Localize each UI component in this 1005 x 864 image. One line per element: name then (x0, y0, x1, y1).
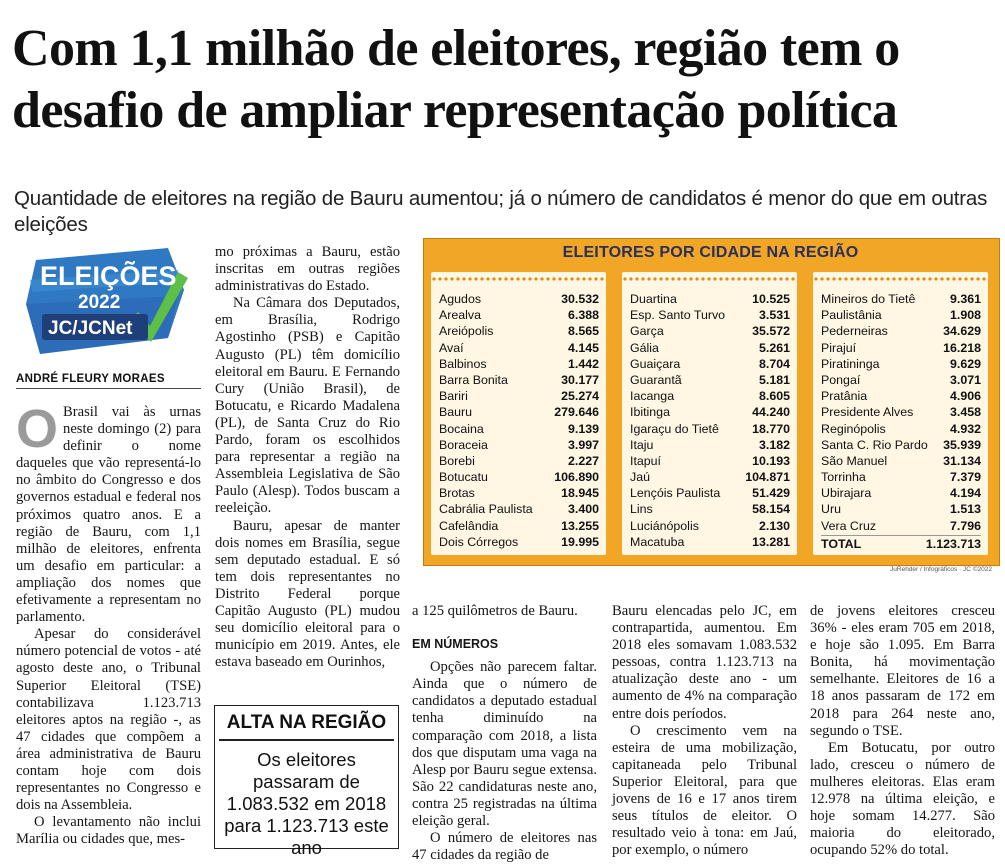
city-name: Guarantã (630, 372, 682, 387)
city-name: Macatuba (630, 534, 685, 549)
city-name: Lins (630, 502, 653, 517)
city-name: Balbinos (439, 356, 487, 371)
voter-count: 3.531 (758, 308, 790, 323)
voter-count: 13.281 (752, 534, 790, 549)
city-name: Cabrália Paulista (439, 502, 533, 517)
table-row (439, 323, 599, 339)
city-name: Pirajuí (821, 340, 857, 355)
article-column-4 (612, 603, 797, 859)
city-name: Gália (630, 340, 659, 355)
table-row (439, 453, 599, 469)
section-title: EM NÚMEROS (412, 637, 499, 652)
article-column-2 (215, 244, 400, 671)
voter-count: 2.227 (567, 453, 599, 468)
city-name: Iacanga (630, 389, 675, 404)
city-name: Pongaí (821, 372, 861, 387)
voter-count: 279.646 (554, 405, 599, 420)
table-row (630, 307, 790, 323)
table-row (821, 501, 981, 517)
table-row (821, 453, 981, 469)
city-name: Igaraçu do Tietê (630, 421, 719, 436)
voter-count: 3.400 (567, 502, 599, 517)
voter-count: 6.388 (567, 308, 599, 323)
callout-box (214, 705, 399, 858)
table-row (630, 469, 790, 485)
paragraph: O levantamento não inclui Marília ou cidades que, mes- (16, 814, 201, 848)
voter-count: 35.939 (943, 437, 981, 452)
voter-count: 35.572 (752, 324, 790, 339)
table-row (821, 340, 981, 356)
voter-count: 51.429 (752, 486, 790, 501)
table-row (821, 372, 981, 388)
drop-cap: O (16, 399, 59, 459)
paragraph: O Brasil vai às urnas neste domingo (2) para definir o nome daqueles que vão representá-lo no âmbito do Congresso e dos governos estadual e federal nos próximos quatro anos. E a região de Bauru, com 1,1 milhão de eleitores, enfrenta um desafio em particular: a ampliação dos nomes que efetivamente a representam no parlamento. (16, 399, 201, 626)
voter-count: 31.134 (943, 453, 981, 468)
table-row (630, 388, 790, 404)
table-row (630, 534, 790, 550)
table-row (439, 356, 599, 372)
table-row (630, 340, 790, 356)
logo-graphic (18, 242, 196, 360)
table-row (821, 291, 981, 307)
table-row (821, 307, 981, 323)
voter-count: 34.629 (943, 324, 981, 339)
voter-count: 30.177 (561, 372, 599, 387)
table-row (821, 356, 981, 372)
paragraph: Opções não parecem faltar. Ainda que o número de candidatos a deputado estadual tenha diminuído na comparação com 2018, a lista dos que disputam uma vaga na Alesp por Bauru segue extensa. São 22 candidaturas neste ano, contra 25 registradas na última eleição geral. (412, 659, 597, 830)
city-name: Uru (821, 502, 841, 517)
city-name: Duartina (630, 292, 677, 306)
city-name: Bauru (439, 405, 473, 420)
callout-title: ALTA NA REGIÃO (219, 706, 394, 741)
voter-count: 8.605 (758, 389, 790, 404)
voter-count: 10.193 (752, 453, 790, 468)
paragraph: O crescimento vem na esteira de uma mobilização, capitaneada pelo Tribunal Superior Eleitoral, para que jovens de 16 e 17 anos tirem seus títulos de eleitor. O resultado veio à tona: em Jaú, por exemplo, o número (612, 722, 797, 859)
voter-count: 1.442 (567, 356, 599, 371)
voter-count: 18.945 (561, 486, 599, 501)
table-row (630, 323, 790, 339)
table-row (821, 485, 981, 501)
paragraph: de jovens eleitores cresceu 36% - eles eram 705 em 2018, e hoje são 1.095. Em Barra Bonita, há movimentação semelhante. Eleitores de 16 a 18 anos passaram de 172 em 2018 para 264 neste ano, segundo o TSE. (810, 603, 995, 739)
city-name: Botucatu (439, 470, 488, 485)
voter-count: 106.890 (554, 470, 599, 485)
paragraph: Na Câmara dos Deputados, em Brasília, Rodrigo Agostinho (PSB) e Capitão Augusto (PL) têm domicílio eleitoral em Bauru. E Fernando Cury (União Brasil), de Botucatu, e Ricardo Madalena (PL), de Santa Cruz do Rio Pardo, foram os escolhidos para representar a região na Assembleia Legislativa de São Paulo (Alesp). Todos buscam a reeleição. (215, 295, 400, 517)
city-name: Itapuí (630, 453, 662, 468)
table-credit: JuRehder / Infográficos · JC ©2022 (890, 566, 992, 573)
table-column-3 (813, 272, 988, 555)
city-name: Reginópolis (821, 421, 886, 436)
logo-line1: ELEIÇÕES (40, 261, 177, 291)
city-name: Mineiros do Tietê (821, 292, 916, 306)
city-name: Torrinha (821, 470, 866, 485)
city-name: Paulistânia (821, 308, 882, 323)
voter-count: 30.532 (561, 292, 599, 306)
logo-line3: JC/JCNet (48, 318, 133, 339)
voter-count: 4.145 (567, 340, 599, 355)
table-row (821, 421, 981, 437)
table-row (439, 372, 599, 388)
voter-count: 4.906 (949, 389, 981, 404)
city-name: Brotas (439, 486, 475, 501)
paragraph: a 125 quilômetros de Bauru. (412, 603, 578, 619)
table-row (439, 534, 599, 550)
table-row (439, 469, 599, 485)
table-row (630, 501, 790, 517)
voter-count: 5.181 (758, 372, 790, 387)
city-name: São Manuel (821, 453, 888, 468)
city-name: TOTAL (821, 536, 862, 551)
city-name: Arealva (439, 308, 482, 323)
paragraph: Apesar do considerável número potencial de votos - até agosto deste ano, o Tribunal Superior Eleitoral (TSE) contabilizava 1.123.713 eleitores aptos na região -, as 47 cidades que compõem a área administrativa de Bauru contam hoje com dois representantes no Congresso e dois na Assembleia. (16, 626, 201, 814)
table-row (439, 291, 599, 307)
city-name: Pratânia (821, 389, 868, 404)
voter-count: 9.361 (949, 292, 981, 306)
table-row (630, 518, 790, 534)
headline: Com 1,1 milhão de eleitores, região tem o desafio de ampliar representação política (12, 20, 900, 139)
table-row (821, 437, 981, 453)
voter-count: 2.130 (758, 518, 790, 533)
table-row (630, 356, 790, 372)
voter-count: 25.274 (561, 389, 599, 404)
table-row (821, 388, 981, 404)
article-column-1 (16, 399, 201, 848)
eleicoes-2022-logo (18, 242, 196, 360)
city-name: Bocaina (439, 421, 484, 436)
city-name: Luciánópolis (630, 518, 699, 533)
city-name: Barra Bonita (439, 372, 508, 387)
city-name: Dois Córregos (439, 534, 519, 549)
voter-count: 1.908 (949, 308, 981, 323)
voter-count: 3.997 (567, 437, 599, 452)
city-name: Cafelândia (439, 518, 499, 533)
article-column-5 (810, 603, 995, 859)
voter-count: 18.770 (752, 421, 790, 436)
table-row (439, 421, 599, 437)
table-row (821, 404, 981, 420)
paragraph: Em Botucatu, por outro lado, cresceu o número de mulheres eleitoras. Elas eram 12.978 na última eleição, e hoje somam 14.277. São maioria do eleitorado, ocupando 52% do total. (810, 739, 995, 859)
voter-count: 19.995 (561, 534, 599, 549)
city-name: Jaú (630, 470, 650, 485)
paragraph: O número de eleitores nas 47 cidades da região de (412, 830, 597, 864)
table-row (821, 469, 981, 485)
table-row (821, 323, 981, 339)
city-name: Boraceia (439, 437, 488, 452)
table-row (439, 307, 599, 323)
table-row (630, 372, 790, 388)
city-name: Vera Cruz (821, 518, 877, 533)
voter-count: 1.123.713 (925, 536, 981, 551)
voter-count: 104.871 (745, 470, 790, 485)
city-name: Itaju (630, 437, 654, 452)
subhead: Quantidade de eleitores na região de Bauru aumentou; já o número de candidatos é menor do que em outras eleições (14, 187, 988, 236)
table-row (630, 485, 790, 501)
city-name: Borebi (439, 453, 475, 468)
voter-count: 3.071 (949, 372, 981, 387)
voter-count: 8.704 (758, 356, 790, 371)
city-name: Garça (630, 324, 664, 339)
table-row (439, 485, 599, 501)
callout-body: Os eleitores passaram de 1.083.532 em 2018 para 1.123.713 este ano (224, 749, 389, 858)
city-name: Areiópolis (439, 324, 494, 339)
voter-count: 9.139 (567, 421, 599, 436)
city-name: Lençóis Paulista (630, 486, 721, 501)
paragraph: Bauru, apesar de manter dois nomes em Brasília, segue sem deputado estadual. E só tem dois representantes no Distrito Federal porque Capitão Augusto (PL) mudou seu domicílio eleitoral para o município em 2019. Antes, ele estava baseado em Ourinhos, (215, 517, 400, 671)
voters-by-city-table (423, 238, 998, 573)
table-row (439, 518, 599, 534)
table-row (439, 340, 599, 356)
logo-line2: 2022 (78, 292, 121, 313)
city-name: Ibitinga (630, 405, 670, 420)
voter-count: 3.182 (758, 437, 790, 452)
article-column-3 (412, 603, 597, 864)
voter-count: 16.218 (943, 340, 981, 355)
city-name: Piratininga (821, 356, 880, 371)
paragraph: mo próximas a Bauru, estão inscritas em outras regiões administrativas do Estado. (215, 244, 400, 295)
voter-count: 9.629 (949, 356, 981, 371)
voter-count: 44.240 (752, 405, 790, 420)
table-total-row (821, 535, 981, 552)
table-row (630, 404, 790, 420)
table-row (439, 404, 599, 420)
voter-count: 3.458 (949, 405, 981, 420)
table-row (630, 291, 790, 307)
voter-count: 7.379 (949, 470, 981, 485)
table-row (630, 437, 790, 453)
table-row (630, 453, 790, 469)
table-row (439, 437, 599, 453)
voter-count: 13.255 (561, 518, 599, 533)
voter-count: 4.194 (949, 486, 981, 501)
table-row (821, 518, 981, 534)
city-name: Pederneiras (821, 324, 888, 339)
city-name: Agudos (439, 292, 482, 306)
table-column-1 (431, 272, 606, 555)
voter-count: 7.796 (949, 518, 981, 533)
table-title: ELEITORES POR CIDADE NA REGIÃO (562, 244, 859, 261)
paragraph: Bauru elencadas pelo JC, em contrapartida, aumentou. Em 2018 eles somavam 1.083.532 pessoas, contra 1.123.713 na atualização deste ano - um aumento de 4% na comparação entre dois períodos. (612, 603, 797, 722)
table-column-2 (622, 272, 797, 555)
city-name: Avaí (439, 340, 464, 355)
city-name: Santa C. Rio Pardo (821, 437, 928, 452)
voter-count: 1.513 (949, 502, 981, 517)
voter-count: 8.565 (567, 324, 599, 339)
city-name: Esp. Santo Turvo (630, 308, 726, 323)
voter-count: 5.261 (758, 340, 790, 355)
city-name: Bariri (439, 389, 468, 404)
city-name: Presidente Alves (821, 405, 914, 420)
table-row (439, 501, 599, 517)
table-row (439, 388, 599, 404)
city-name: Guaiçara (630, 356, 681, 371)
voter-count: 4.932 (949, 421, 981, 436)
voter-count: 58.154 (752, 502, 790, 517)
city-name: Ubirajara (821, 486, 872, 501)
table-row (630, 421, 790, 437)
voter-count: 10.525 (752, 292, 790, 306)
byline: ANDRÉ FLEURY MORAES (16, 373, 201, 389)
